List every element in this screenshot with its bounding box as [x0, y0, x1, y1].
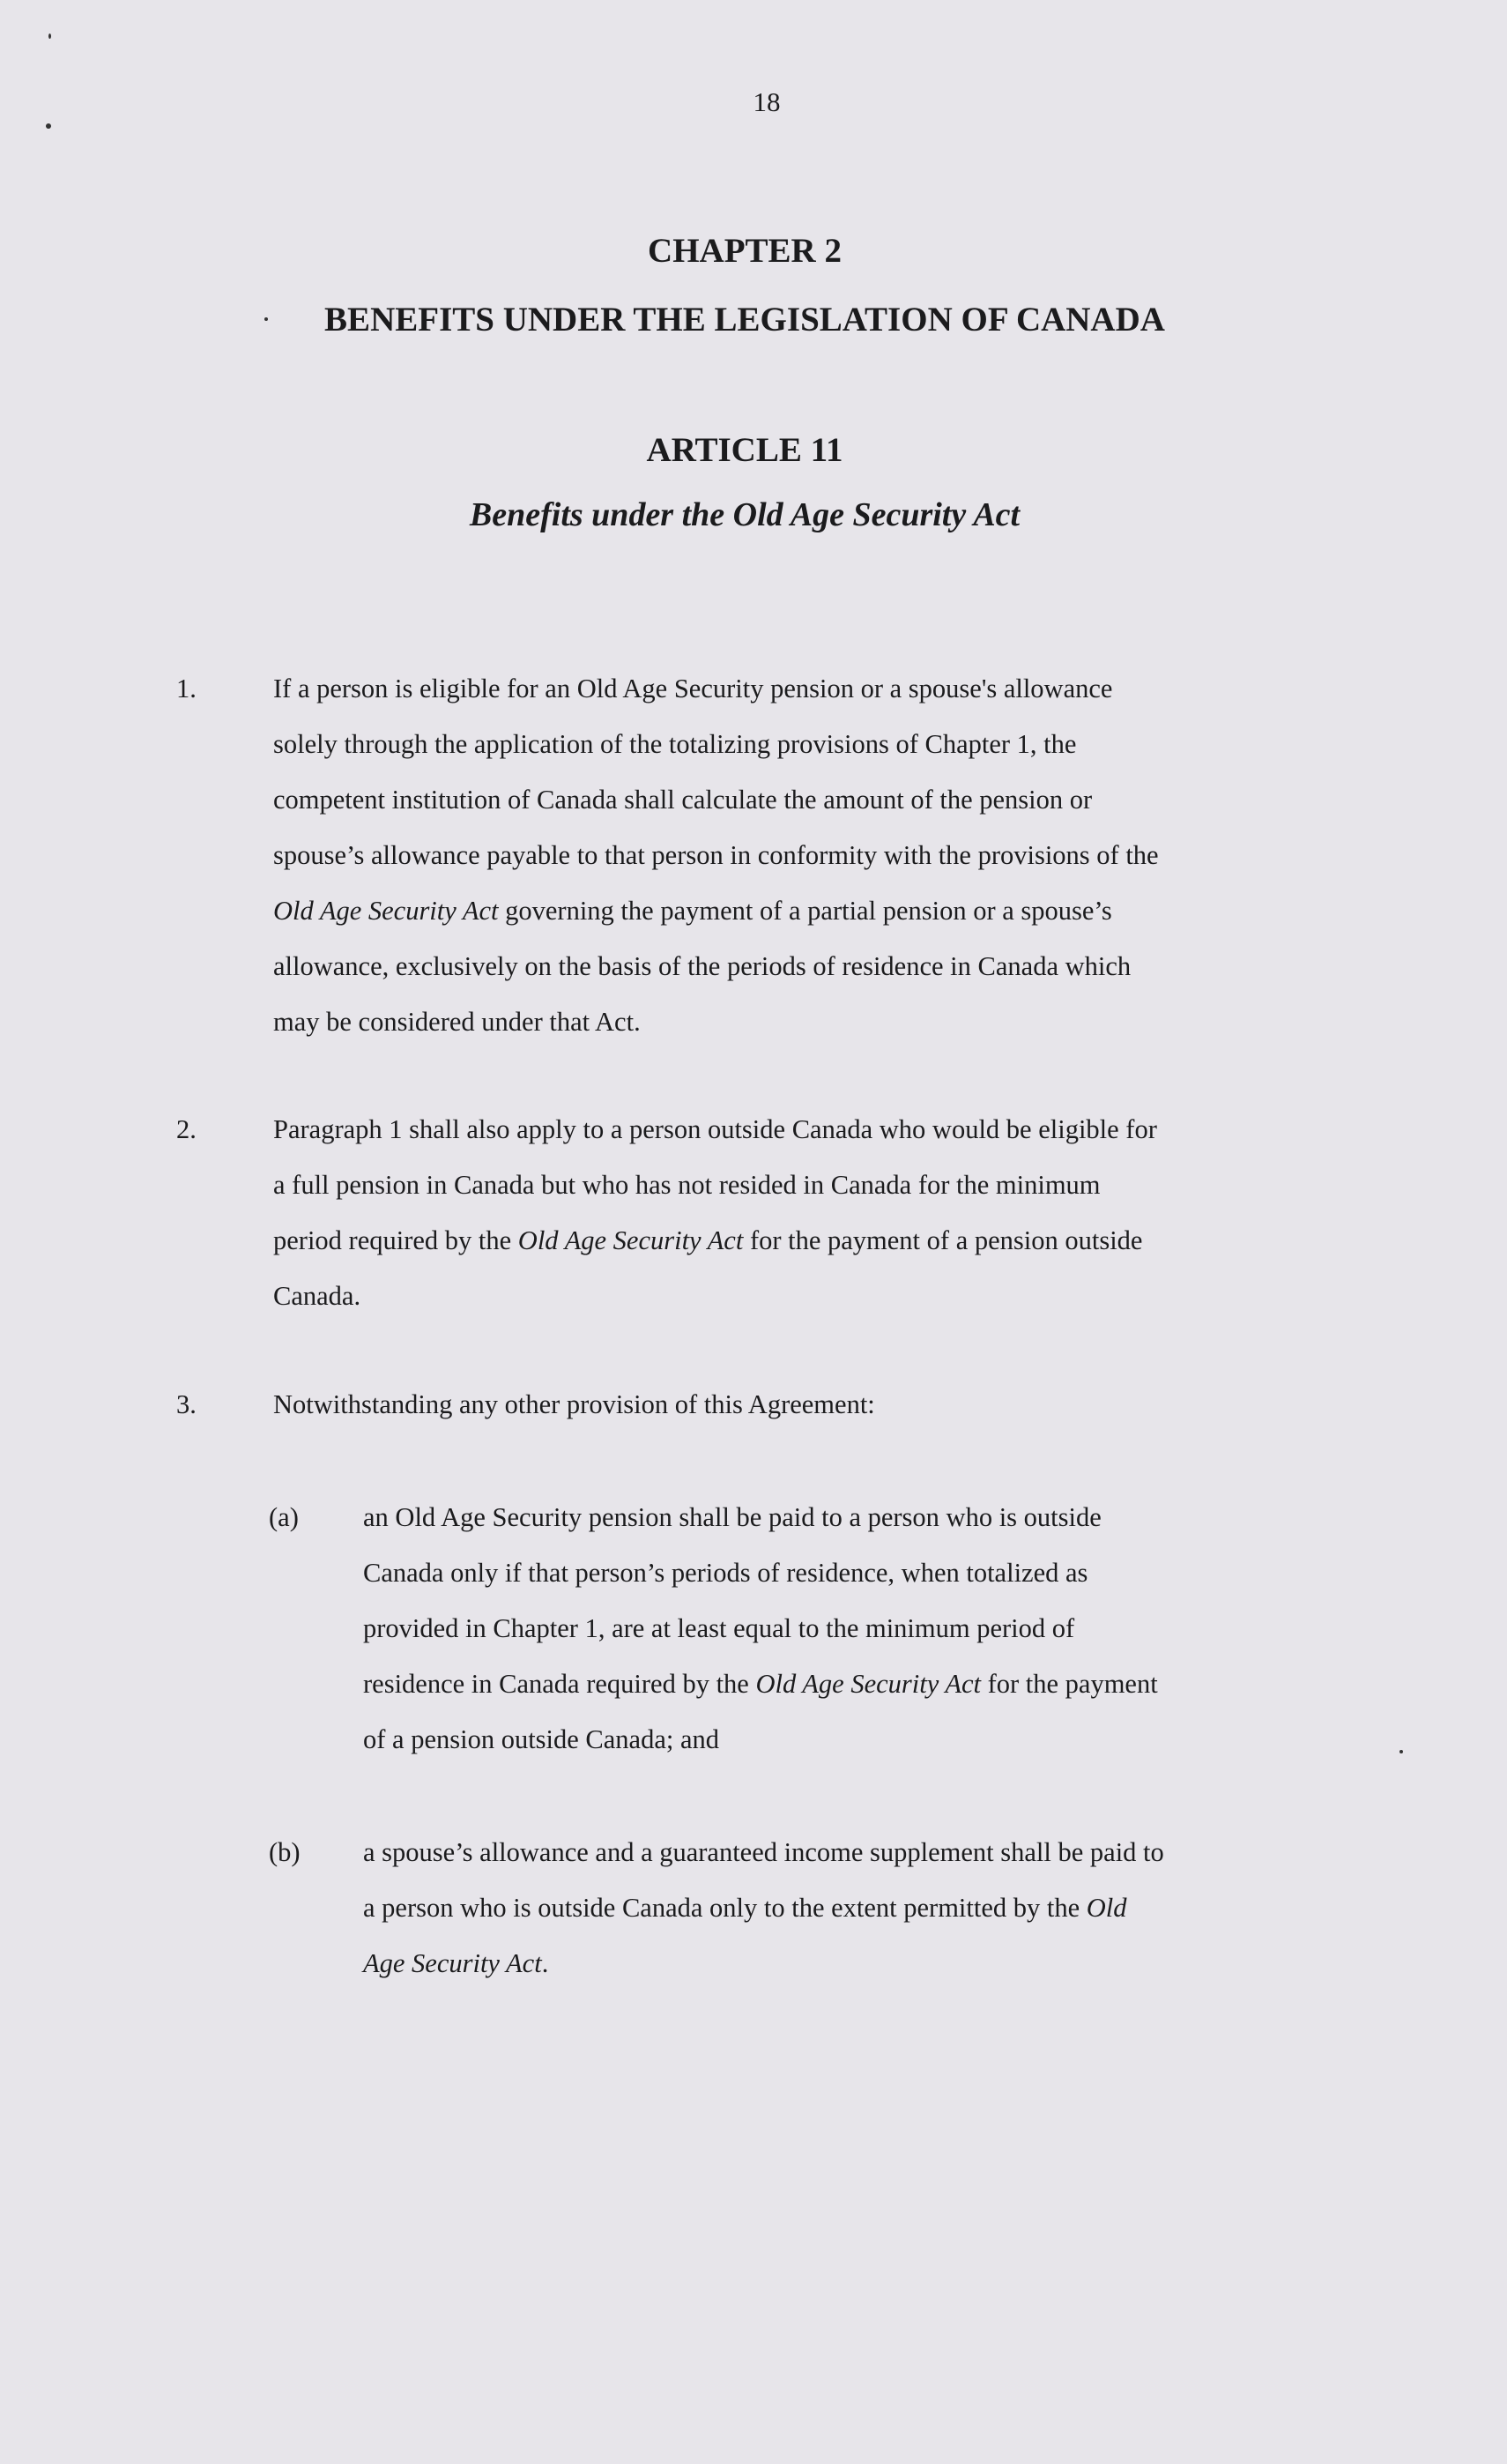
item-a	[363, 1490, 1297, 1768]
act-title: Old Age Security Act	[517, 1225, 744, 1255]
item-label: (a)	[269, 1502, 299, 1532]
text-line	[273, 883, 1295, 939]
text-line: Canada.	[273, 1281, 361, 1311]
text-line: spouse’s allowance payable to that person in conformity with the provisions of the	[273, 840, 1159, 870]
paragraph-number: 3.	[176, 1389, 197, 1419]
text-line: a spouse’s allowance and a guaranteed income supplement shall be paid to	[363, 1837, 1164, 1867]
text-line: Paragraph 1 shall also apply to a person outside Canada who would be eligible for	[273, 1114, 1157, 1144]
text-line: an Old Age Security pension shall be paid to a person who is outside	[363, 1502, 1102, 1532]
text-segment: for the payment	[980, 1669, 1158, 1699]
text-line: competent institution of Canada shall calculate the amount of the pension or	[273, 785, 1093, 815]
page-number: 18	[753, 86, 781, 117]
item-b	[363, 1825, 1297, 1991]
text-segment: governing the payment of a partial pension or a spouse’s	[498, 896, 1112, 926]
item-label: (b)	[269, 1837, 301, 1867]
text-line: may be considered under that Act.	[273, 1007, 641, 1037]
paragraph-number: 2.	[176, 1114, 197, 1144]
paragraph-number: 1.	[176, 674, 197, 703]
text-segment: period required by the	[273, 1225, 518, 1255]
text-line: allowance, exclusively on the basis of the periods of residence in Canada which	[273, 951, 1132, 981]
text-line: a full pension in Canada but who has not resided in Canada for the minimum	[273, 1170, 1101, 1200]
scan-speck	[48, 33, 51, 39]
text-segment: for the payment of a pension outside	[743, 1225, 1143, 1255]
act-title: Age Security Act	[363, 1948, 542, 1978]
text-line: provided in Chapter 1, are at least equal to the minimum period of	[363, 1613, 1075, 1643]
text-line: Canada only if that person’s periods of residence, when totalized as	[363, 1558, 1088, 1588]
act-title: Old Age Security Act	[755, 1669, 981, 1699]
act-title: Old	[1086, 1893, 1127, 1923]
article-title: ARTICLE 11	[646, 431, 843, 469]
act-title: Old Age Security Act	[273, 896, 499, 926]
paragraph-3-intro: Notwithstanding any other provision of this Agreement:	[273, 1389, 875, 1419]
text-line	[363, 1936, 1297, 1991]
article-subtitle: Benefits under the Old Age Security Act	[469, 496, 1021, 533]
text-line: If a person is eligible for an Old Age Security pension or a spouse's allowance	[273, 674, 1113, 703]
text-segment: residence in Canada required by the	[363, 1669, 756, 1699]
text-line	[273, 1213, 1295, 1269]
scan-speck	[1399, 1750, 1403, 1753]
scan-speck	[46, 123, 51, 129]
paragraph-2	[273, 1102, 1295, 1324]
paragraph-1	[273, 661, 1295, 1050]
chapter-subtitle: BENEFITS UNDER THE LEGISLATION OF CANADA	[324, 301, 1165, 339]
chapter-title: CHAPTER 2	[648, 232, 842, 270]
text-segment: .	[541, 1948, 549, 1978]
text-line	[363, 1880, 1297, 1936]
text-line: solely through the application of the totalizing provisions of Chapter 1, the	[273, 729, 1077, 759]
text-line	[363, 1656, 1297, 1712]
text-segment: a person who is outside Canada only to the extent permitted by the	[363, 1893, 1087, 1923]
text-line: of a pension outside Canada; and	[363, 1724, 720, 1754]
